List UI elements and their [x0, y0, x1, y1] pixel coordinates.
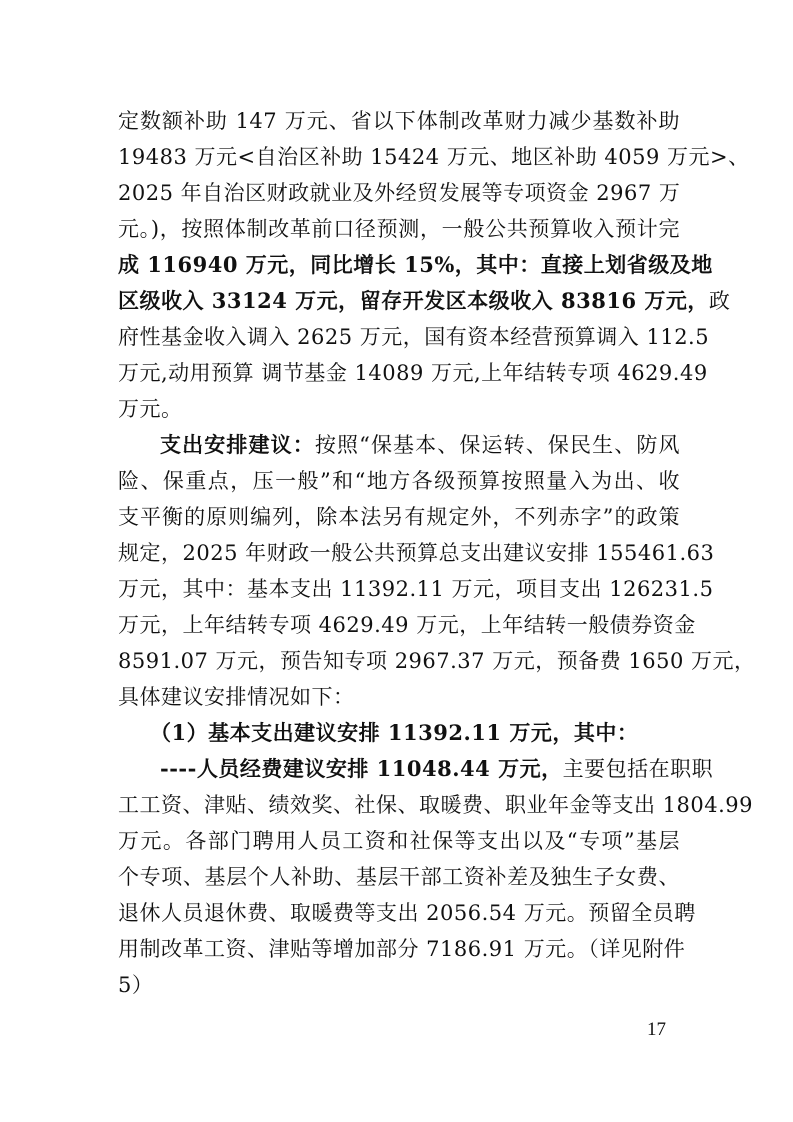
text-line	[118, 823, 680, 859]
subsection-heading: （1）基本支出建议安排 11392.11 万元，其中：	[150, 720, 639, 745]
text-line	[118, 211, 680, 247]
text-segment: 万元,动用预算 调节基金 14089 万元,上年结转专项 4629.49	[118, 361, 708, 385]
text-segment: 19483 万元<自治区补助 15424 万元、地区补助 4059 万元>、	[118, 145, 750, 169]
text-line	[118, 859, 680, 895]
text-line	[118, 247, 713, 283]
text-line	[160, 427, 680, 463]
text-segment: 8591.07 万元，预告知专项 2967.37 万元，预备费 1650 万元，	[118, 649, 756, 673]
text-segment: 元。)，按照体制改革前口径预测，一般公共预算收入预计完	[118, 217, 680, 241]
text-line	[118, 679, 680, 715]
text-line	[118, 463, 680, 499]
text-line	[118, 535, 715, 571]
text-line	[118, 643, 756, 679]
text-segment: 具体建议安排情况如下：	[118, 685, 355, 709]
text-line	[118, 139, 750, 175]
text-line	[118, 319, 710, 355]
text-line	[118, 175, 680, 211]
text-segment-bold: 区级收入 33124 万元，留存开发区本级收入 83816 万元，	[118, 288, 709, 313]
text-line	[118, 787, 754, 823]
text-segment: 主要包括在职职	[562, 757, 714, 781]
text-line	[118, 571, 714, 607]
text-segment: 险、保重点，压一般”和“地方各级预算按照量入为出、收	[118, 469, 680, 493]
text-segment: 用制改革工资、津贴等增加部分 7186.91 万元。（详见附件	[118, 937, 686, 961]
text-line	[150, 715, 680, 751]
text-segment: 支平衡的原则编列，除本法另有规定外，不列赤字”的政策	[118, 505, 680, 529]
text-segment: 万元。各部门聘用人员工资和社保等支出以及“专项”基层	[118, 829, 680, 853]
section-heading: 支出安排建议：	[160, 432, 315, 457]
text-segment-bold: 成 116940 万元，同比增长 15%，其中：直接上划省级及地	[118, 252, 713, 277]
text-line	[160, 751, 714, 787]
text-line	[118, 895, 696, 931]
text-segment: 个专项、基层个人补助、基层干部工资补差及独生子女费、	[118, 865, 680, 889]
text-segment: 万元，其中：基本支出 11392.11 万元，项目支出 126231.5	[118, 577, 714, 601]
text-segment-bold: ----人员经费建议安排 11048.44 万元，	[160, 756, 563, 781]
text-line	[118, 103, 680, 139]
text-segment: 5）	[118, 973, 154, 997]
text-line	[118, 931, 686, 967]
text-segment: 规定，2025 年财政一般公共预算总支出建议安排 155461.63	[118, 541, 715, 565]
text-line	[118, 967, 680, 1003]
text-line	[118, 355, 708, 391]
text-segment: 2025 年自治区财政就业及外经贸发展等专项资金 2967 万	[118, 181, 681, 205]
text-segment: 府性基金收入调入 2625 万元，国有资本经营预算调入 112.5	[118, 325, 710, 349]
text-segment: 万元，上年结转专项 4629.49 万元，上年结转一般债券资金	[118, 613, 696, 637]
text-line	[118, 283, 731, 319]
text-segment: 定数额补助 147 万元、省以下体制改革财力减少基数补助	[118, 109, 680, 133]
text-segment: 工工资、津贴、绩效奖、社保、取暖费、职业年金等支出 1804.99	[118, 793, 754, 817]
text-line	[118, 607, 696, 643]
text-segment: 退休人员退休费、取暖费等支出 2056.54 万元。预留全员聘	[118, 901, 696, 925]
text-line	[118, 499, 680, 535]
text-segment: 万元。	[118, 397, 183, 421]
text-segment: 政	[708, 289, 731, 313]
text-line	[118, 391, 680, 427]
text-segment: 按照“保基本、保运转、保民生、防风	[314, 433, 681, 457]
page-number: 17	[647, 1019, 666, 1040]
